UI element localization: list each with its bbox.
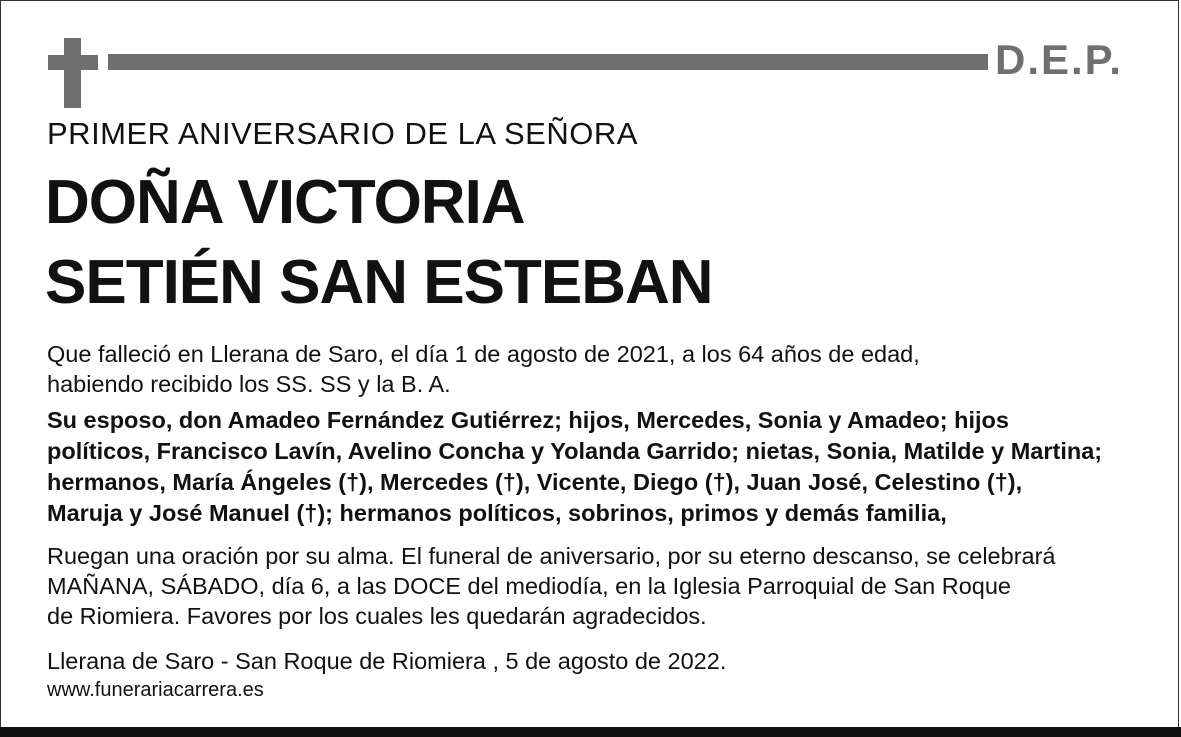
funeral-details: Ruegan una oración por su alma. El funeral de aniversario, por su eterno descanso, se celebrará MAÑANA, SÁBADO, día 6, a las DOCE del mediodía, en la Iglesia Parroquial de San Roque de Riomiera. Favores por los cuales les quedarán agradecidos. bbox=[47, 543, 1056, 629]
bottom-border bbox=[0, 727, 1181, 737]
header-rule bbox=[108, 54, 988, 70]
place-date: Llerana de Saro - San Roque de Riomiera , 5 de agosto de 2022. bbox=[47, 648, 727, 674]
death-details: Que falleció en Llerana de Saro, el día 1 de agosto de 2021, a los 64 años de edad, habiendo recibido los SS. SS y la B. A. bbox=[47, 341, 920, 397]
dep-label: D.E.P. bbox=[995, 36, 1123, 83]
family-list: Su esposo, don Amadeo Fernández Gutiérrez; hijos, Mercedes, Sonia y Amadeo; hijos políticos, Francisco Lavín, Avelino Concha y Yolanda Garrido; nietas, Sonia, Matilde y Martina; hermanos, María Ángeles (†), Mercedes (†), Vicente, Diego (†), Juan José, Celestino (†), Maruja y José Manuel (†); hermanos políticos, sobrinos, primos y demás familia, bbox=[47, 407, 1103, 526]
cross-icon-bar bbox=[48, 55, 98, 70]
deceased-name-line2: SETIÉN SAN ESTEBAN bbox=[45, 248, 713, 317]
website-link[interactable]: www.funerariacarrera.es bbox=[47, 679, 264, 701]
notice-subtitle: PRIMER ANIVERSARIO DE LA SEÑORA bbox=[47, 116, 638, 151]
deceased-name-line1: DOÑA VICTORIA bbox=[45, 168, 525, 237]
cross-icon bbox=[64, 38, 81, 108]
